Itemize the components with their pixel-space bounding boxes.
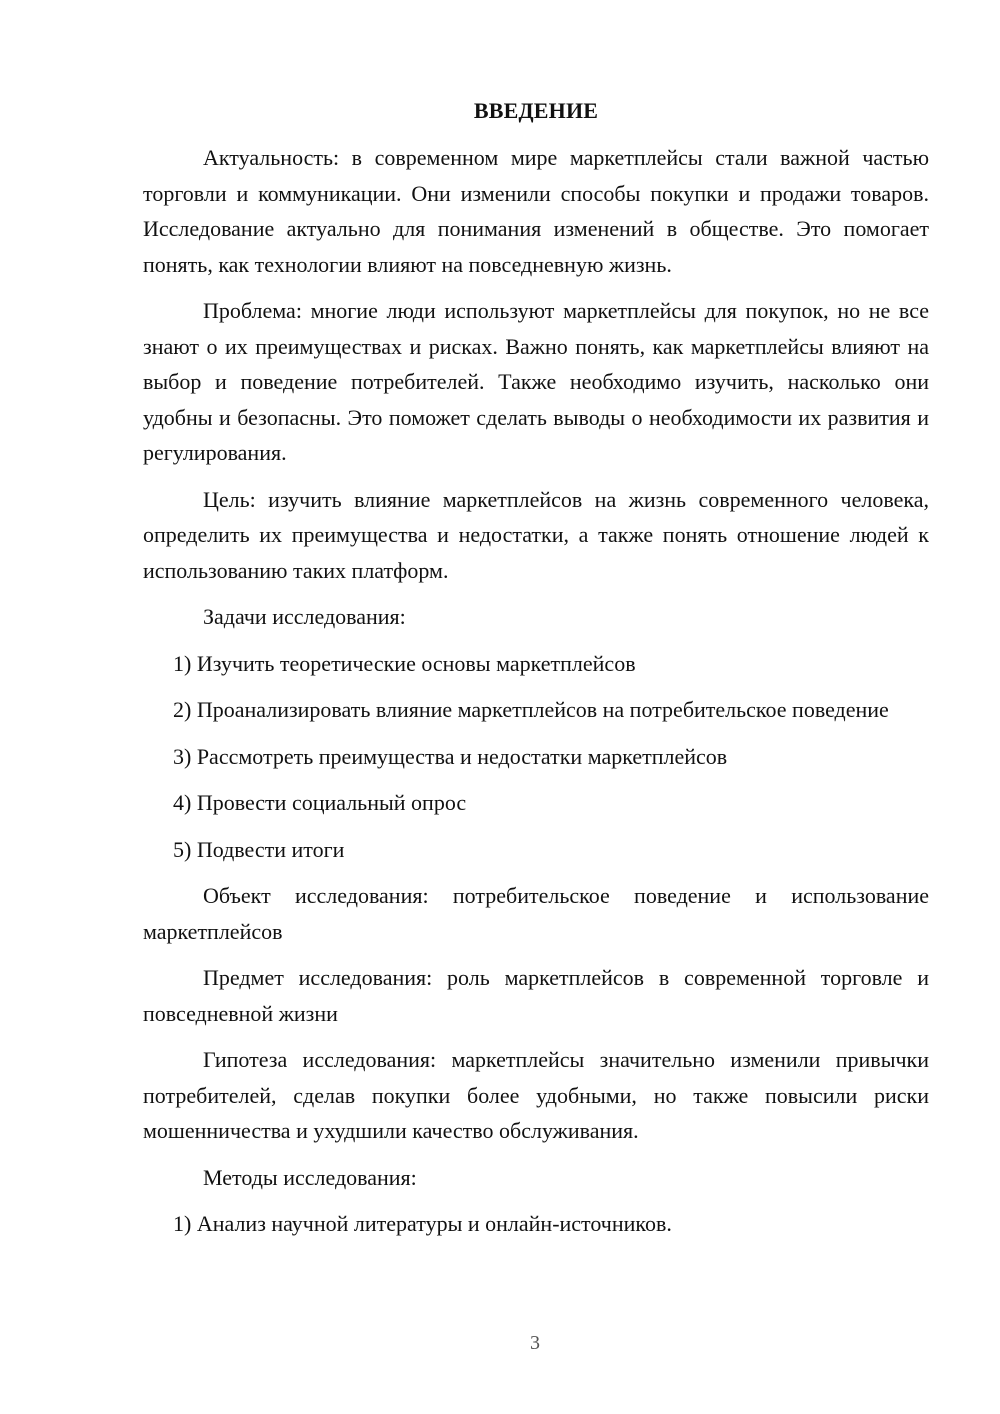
task-item-3: 3) Рассмотреть преимущества и недостатки маркетплейсов — [173, 743, 728, 769]
task-item-4: 4) Провести социальный опрос — [173, 790, 467, 815]
problem-paragraph: Проблема: многие люди используют маркетплейсы для покупок, но не все знают о их преимуществах и рисках. Важно понять, как маркетплейсы влияют на выбор и поведение потребителей. Также необходимо изучить, насколько они удобны и безопасны. Это поможет сделать выводы о необходимости их развития и регулирования. — [143, 298, 929, 465]
section-heading: ВВЕДЕНИЕ — [473, 98, 599, 123]
hypothesis-paragraph: Гипотеза исследования: маркетплейсы значительно изменили привычки потребителей, сделав покупки более удобными, но также повысили риски мошенничества и ухудшили качество обслуживания. — [143, 1047, 929, 1143]
methods-heading: Методы исследования: — [203, 1164, 417, 1190]
task-item-2: 2) Проанализировать влияние маркетплейсов на потребительское поведение — [173, 697, 889, 722]
tasks-heading: Задачи исследования: — [203, 604, 406, 629]
object-paragraph: Объект исследования: потребительское поведение и использование маркетплейсов — [143, 883, 929, 944]
method-item-1: 1) Анализ научной литературы и онлайн-источников. — [173, 1211, 672, 1236]
page-number: 3 — [530, 1332, 540, 1354]
task-item-5: 5) Подвести итоги — [173, 836, 345, 862]
relevance-paragraph: Актуальность: в современном мире маркетплейсы стали важной частью торговли и коммуникации. Они изменили способы покупки и продажи товаров. Исследование актуально для понимания изменений в обществе. Это помогает понять, как технологии влияют на повседневную жизнь. — [143, 145, 929, 277]
task-item-1: 1) Изучить теоретические основы маркетплейсов — [173, 650, 636, 676]
document-page — [143, 96, 929, 1253]
goal-paragraph: Цель: изучить влияние маркетплейсов на жизнь современного человека, определить их преимущества и недостатки, а также понять отношение людей к использованию таких платформ. — [143, 486, 929, 583]
subject-paragraph: Предмет исследования: роль маркетплейсов в современной торговле и повседневной жизни — [143, 965, 929, 1026]
